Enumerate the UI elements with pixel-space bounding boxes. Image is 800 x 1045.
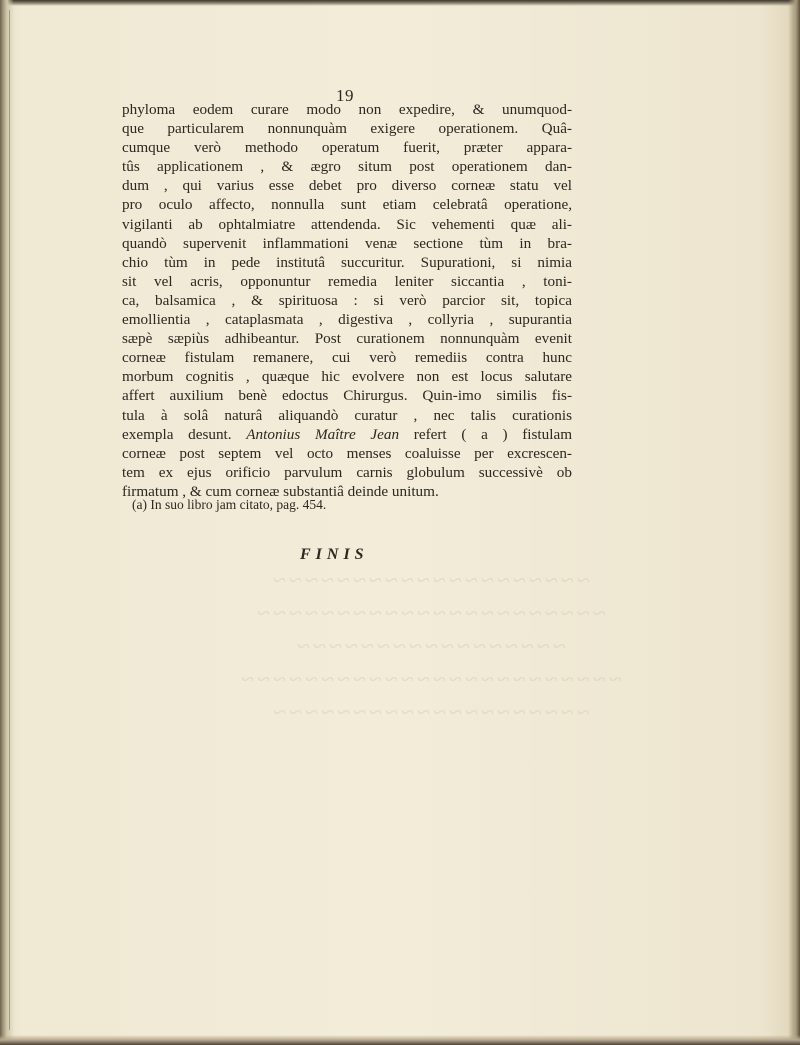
text-line: dum , qui varius esse debet pro diverso corneæ statu vel [122,177,572,195]
text-line-with-citation [122,425,572,444]
text-line: pro oculo affecto, nonnulla sunt etiam celebratâ operatione, [122,196,572,214]
text-line: vigilanti ab ophtalmiatre attendenda. Sic vehementi quæ ali- [122,215,572,233]
footnote: (a) In suo libro jam citato, pag. 454. [132,497,327,512]
text-line: corneæ fistulam remanere, cui verò remediis contra hunc [122,349,572,367]
text-line: morbum cognitis , quæque hic evolvere non est locus salutare [122,368,572,386]
citation-continuation: fistulam [522,425,573,443]
end-mark: FINIS [300,546,369,563]
page-top-edge [0,0,800,6]
text-line: phyloma eodem curare modo non expedire, & unumquod- [122,101,572,118]
citation-verb: refert [413,425,447,443]
main-text-block [122,100,572,501]
text-line: cumque verò methodo operatum fuerit, præter appara- [122,139,572,157]
footnote-marker: ( a ) [461,425,508,443]
cited-author: Antonius Maître Jean [246,425,400,443]
bleed-through-text: ~~~~~~~~~~~~~~~~~~~~ ~~~~~~~~~~~~~~~~~~~~~~ ~~~~~~~~~~~~~~~~~ ~~~~~~~~~~~~~~~~~~~~~~~~ ~~~~~~~~~~~~~~~~~~~~ [238,568,622,726]
text-line: emollientia , cataplasmata , digestiva , collyria , supurantia [122,311,572,329]
page-bottom-edge [0,1035,800,1045]
page-right-edge [788,0,800,1045]
text-line: chio tùm in pede institutâ succuritur. Supurationi, si nimia [122,253,572,271]
page-number: 19 [336,86,354,105]
text-line: tula à solâ naturâ aliquandò curatur , nec talis curationis [122,406,572,424]
text-line: quandò supervenit inflammationi venæ sectione tùm in bra- [122,234,572,252]
text-line: que particularem nonnunquàm exigere operationem. Quâ- [122,120,572,138]
text-line: sit vel acris, opponuntur remedia leniter siccantia , toni- [122,272,572,290]
text-line: tûs applicationem , & ægro situm post operationem dan- [122,158,572,176]
text-line: sæpè sæpiùs adhibeantur. Post curationem nonnunquàm evenit [122,330,572,348]
text-line: affert auxilium benè edoctus Chirurgus. Quin-imo similis fis- [122,387,572,405]
text-line: ca, balsamica , & spirituosa : si verò parcior sit, topica [122,291,572,309]
text-line: tem ex ejus orificio parvulum carnis globulum successivè ob [122,463,572,481]
page-gutter [0,0,14,1045]
text-line: firmatum , & cum corneæ substantiâ deinde unitum. [122,482,439,500]
text-line: corneæ post septem vel octo menses coaluisse per excrescen- [122,444,572,462]
gutter-rule [9,10,10,1030]
text-line-start: exempla desunt. [122,425,232,443]
